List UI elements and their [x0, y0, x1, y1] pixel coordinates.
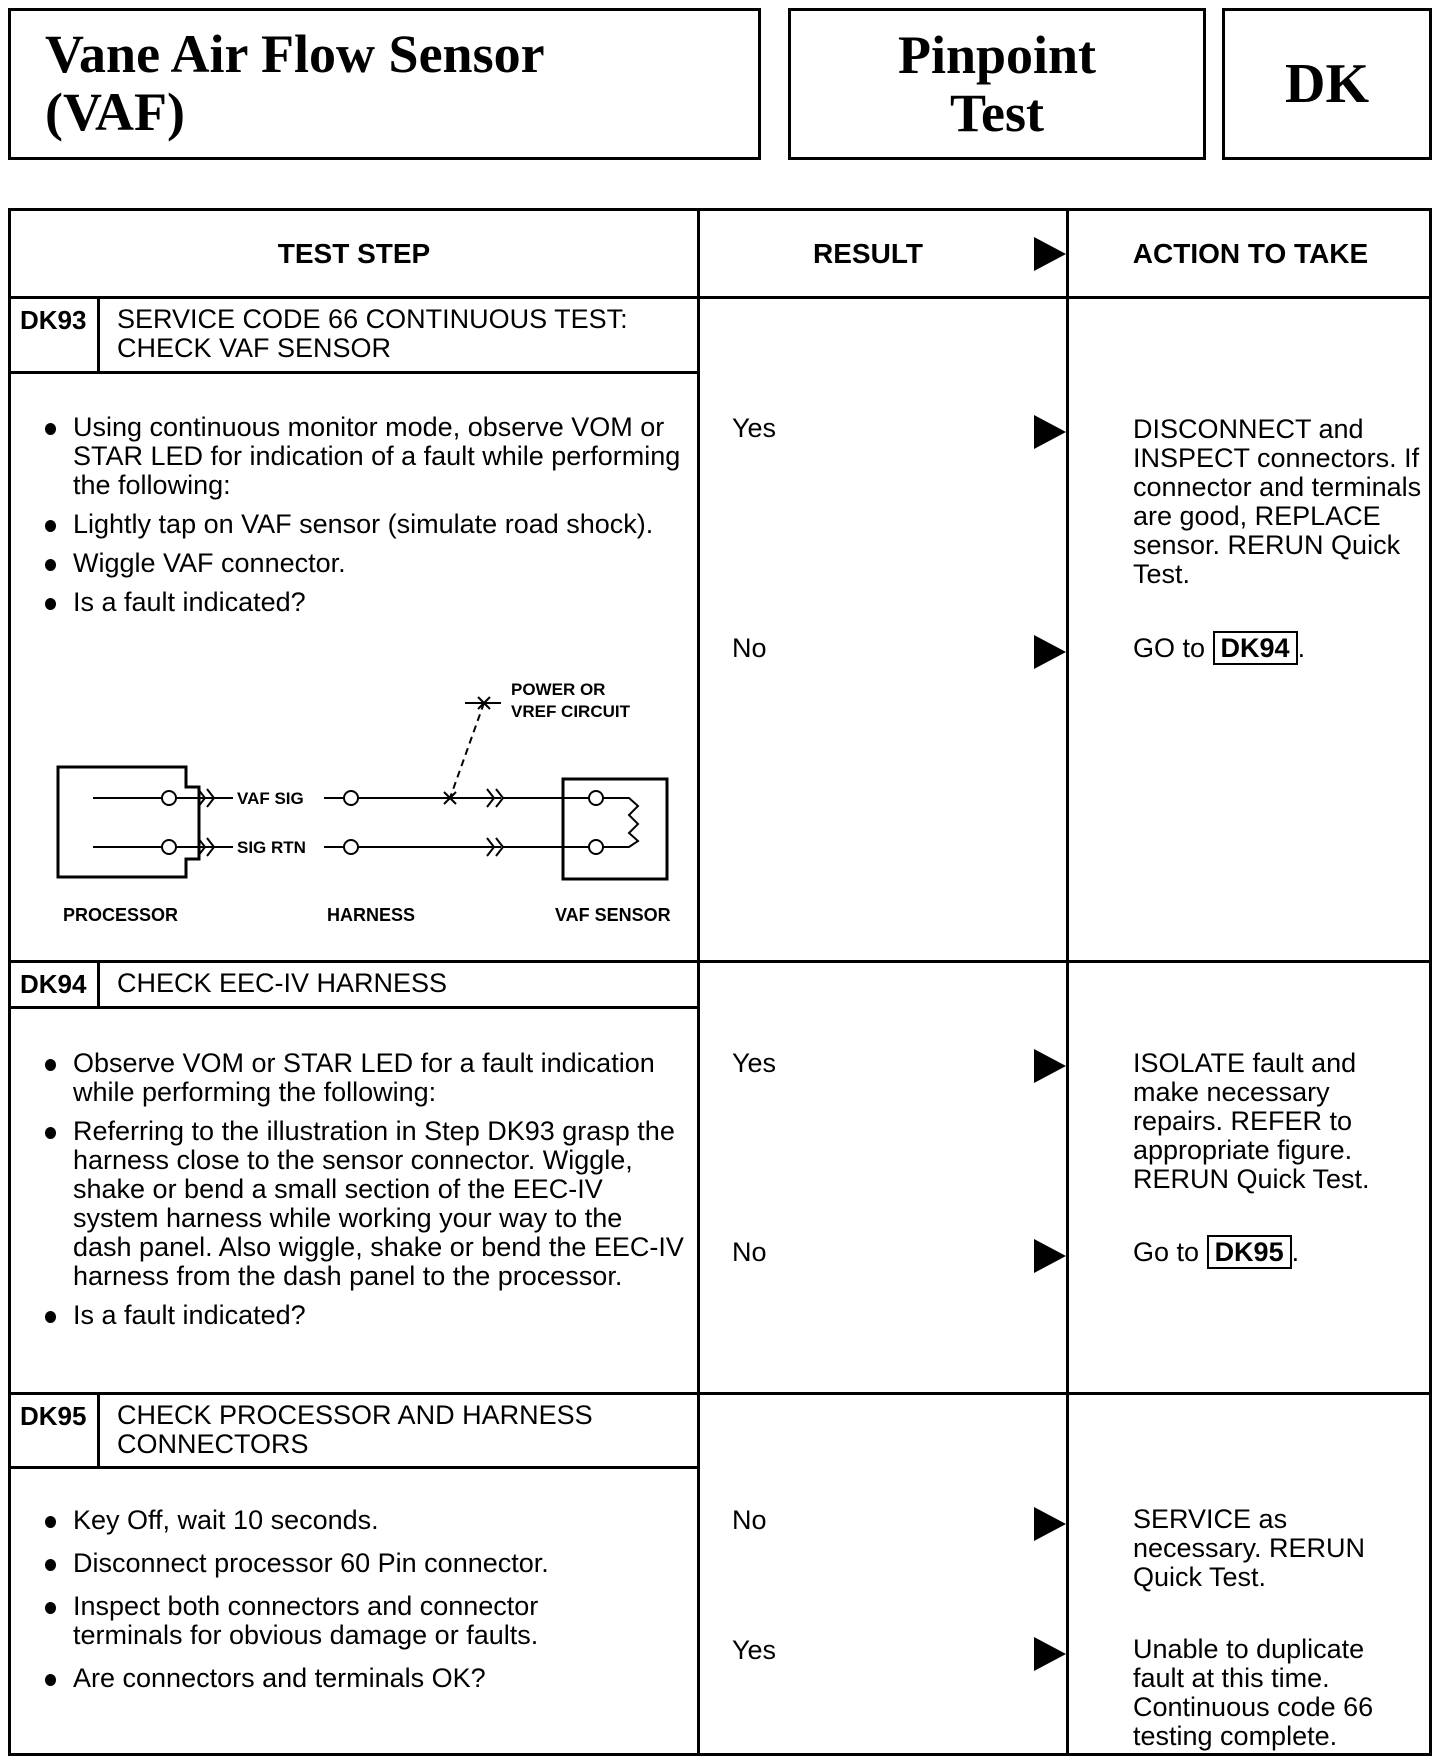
arrow-right-icon [1034, 1049, 1066, 1083]
instruction-item: Are connectors and terminals OK? [43, 1664, 603, 1693]
action-text: ISOLATE fault and make necessary repairs. REFER to appropriate figure. RERUN Quick Test. [1133, 1048, 1370, 1194]
step-title-divider [11, 371, 700, 374]
step-title-divider [11, 1466, 700, 1469]
step-title-line2: CONNECTORS [117, 1429, 309, 1459]
test-type-line1: Pinpoint [897, 25, 1097, 85]
action-suffix: . [1291, 1237, 1300, 1267]
step-title-line1: CHECK PROCESSOR AND HARNESS [117, 1400, 593, 1430]
vaf-sensor-label: VAF SENSOR [555, 905, 671, 925]
step-id-divider [97, 299, 100, 371]
resistor-icon [603, 798, 638, 847]
arrow-right-icon [1034, 237, 1066, 271]
step-id-divider [97, 963, 100, 1007]
vaf-sensor-box [563, 779, 667, 879]
test-code-box [1222, 8, 1432, 160]
step-title [117, 1401, 593, 1459]
step-title-line2: CHECK VAF SENSOR [117, 333, 392, 363]
step-title-line1: SERVICE CODE 66 CONTINUOUS TEST: [117, 304, 628, 334]
result-yes: Yes [732, 1048, 777, 1078]
title-box [8, 8, 761, 160]
column-header-test-step: TEST STEP [277, 238, 431, 269]
pinpoint-test-table [8, 208, 1432, 1756]
instruction-item: Wiggle VAF connector. [43, 549, 683, 578]
action-text: DISCONNECT and INSPECT connectors. If connector and terminals are good, REPLACE sensor. RERUN Quick Test. [1133, 414, 1422, 589]
sig-rtn-label: SIG RTN [237, 838, 306, 857]
step-id: DK93 [20, 305, 87, 335]
column-header-result: RESULT [813, 238, 923, 269]
action-goto [1133, 1235, 1299, 1269]
vaf-sig-label: VAF SIG [237, 789, 304, 808]
step-title-divider [11, 1006, 700, 1009]
column-header-action: ACTION TO TAKE [1132, 238, 1369, 269]
instruction-item: Lightly tap on VAF sensor (simulate road shock). [43, 510, 683, 539]
arrow-right-icon [1034, 635, 1066, 669]
instruction-item: Observe VOM or STAR LED for a fault indication while performing the following: [43, 1049, 688, 1107]
step-id-divider [97, 1395, 100, 1467]
step-ref-link[interactable]: DK94 [1213, 631, 1298, 665]
action-text: Unable to duplicate fault at this time. Continuous code 66 testing complete. [1133, 1634, 1374, 1751]
action-suffix: . [1297, 633, 1306, 663]
page-title-line1: Vane Air Flow Sensor [45, 24, 545, 84]
page-title-line2: (VAF) [45, 82, 185, 142]
action-text: SERVICE as necessary. RERUN Quick Test. [1133, 1504, 1366, 1592]
result-no: No [732, 633, 767, 663]
step-title: CHECK EEC-IV HARNESS [117, 968, 448, 998]
wiring-diagram [41, 681, 691, 941]
action-prefix: GO to [1133, 633, 1206, 663]
test-code: DK [1285, 53, 1369, 115]
header-divider [11, 296, 1429, 299]
column-divider [697, 211, 700, 1753]
instruction-item: Disconnect processor 60 Pin connector. [43, 1549, 603, 1578]
instruction-item: Inspect both connectors and connector terminals for obvious damage or faults. [43, 1592, 603, 1650]
step-instructions [43, 1506, 603, 1693]
instruction-item: Is a fault indicated? [43, 588, 683, 617]
step-id: DK94 [20, 969, 87, 999]
arrow-right-icon [1034, 415, 1066, 449]
harness-label: HARNESS [327, 905, 416, 925]
test-type-box [788, 8, 1206, 160]
arrow-right-icon [1034, 1239, 1066, 1273]
step-ref-link[interactable]: DK95 [1207, 1235, 1292, 1269]
step-id: DK95 [20, 1401, 87, 1431]
instruction-item: Referring to the illustration in Step DK93 grasp the harness close to the sensor connector. Wiggle, shake or bend a small section of the EEC-IV system harness while working your way to the dash panel. Also wiggle, shake or bend the EEC-IV harness from the dash panel to the processor. [43, 1117, 688, 1291]
action-prefix: Go to [1133, 1237, 1200, 1267]
result-no: No [732, 1237, 767, 1267]
arrow-right-icon [1034, 1637, 1066, 1671]
arrow-right-icon [1034, 1507, 1066, 1541]
step-instructions [43, 1049, 688, 1330]
step-title [117, 305, 628, 363]
power-label: POWER OR [511, 681, 606, 699]
instruction-item: Is a fault indicated? [43, 1301, 688, 1330]
column-divider [1066, 211, 1069, 1753]
test-type-line2: Test [949, 83, 1044, 143]
result-yes: Yes [732, 413, 777, 443]
processor-label: PROCESSOR [63, 905, 179, 925]
action-goto [1133, 631, 1305, 665]
vref-label: VREF CIRCUIT [511, 702, 630, 721]
processor-box [58, 767, 199, 877]
result-no: No [732, 1505, 767, 1535]
instruction-item: Key Off, wait 10 seconds. [43, 1506, 603, 1535]
step-divider [11, 1392, 1429, 1395]
result-yes: Yes [732, 1635, 777, 1665]
step-divider [11, 960, 1429, 963]
step-instructions [43, 413, 683, 617]
instruction-item: Using continuous monitor mode, observe VOM or STAR LED for indication of a fault while performing the following: [43, 413, 683, 500]
